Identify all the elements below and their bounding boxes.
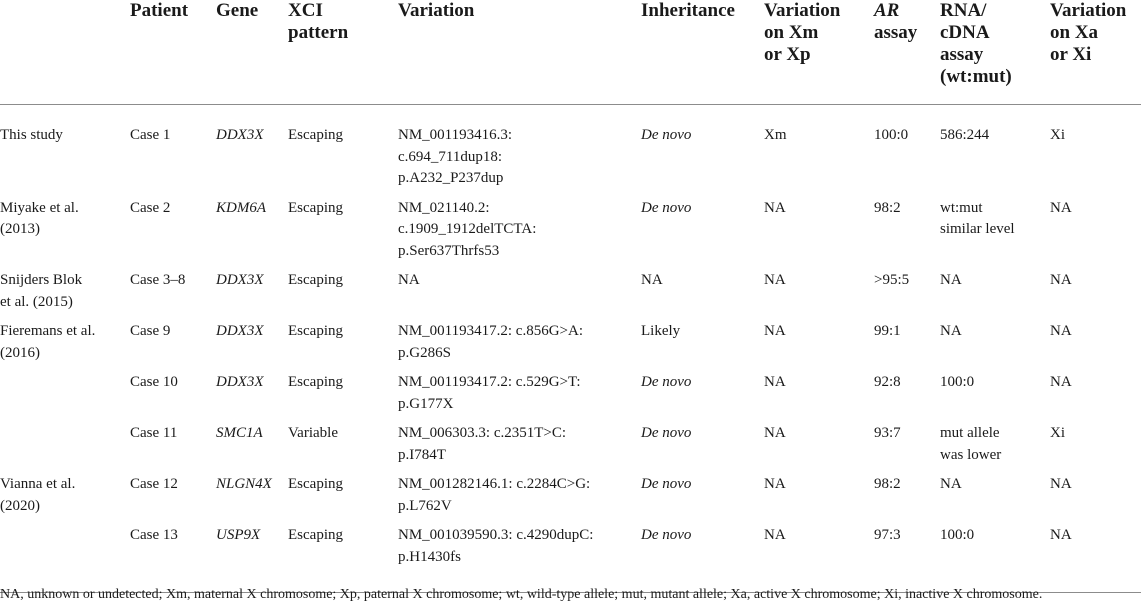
cell-study [0,423,130,474]
cell-rna-assay: NA [940,476,962,492]
cell-variation-xa-xi: Xi [1050,127,1065,143]
cell-rna-assay: 100:0 [940,525,1050,593]
cell-variation: NM_001193417.2: c.529G>T: p.G177X [398,374,581,412]
cell-variation-xm-xp: NA [764,425,786,441]
cell-gene: DDX3X [216,127,264,143]
cell-inheritance: De novo [641,476,692,492]
cell-study: Fieremans et al. (2016) [0,323,96,361]
header-xci-pattern: XCI pattern [288,0,398,105]
cell-rna-assay: mut allele was lower [940,425,1002,463]
cell-patient: Case 11 [130,425,178,441]
cell-study: This study [0,127,63,143]
header-rna-cdna-assay: RNA/ cDNA assay (wt:mut) [940,0,1050,105]
cell-patient: Case 10 [130,374,178,390]
cell-xci-pattern: Escaping [288,476,343,492]
cell-variation-xa-xi: NA [1050,525,1141,593]
cell-variation-xm-xp: NA [764,476,786,492]
header-study [0,0,130,105]
header-patient: Patient [130,0,216,105]
cell-xci-pattern: Escaping [288,323,343,339]
cell-study [0,372,130,423]
cell-rna-assay: wt:mut similar level [940,199,1015,237]
cell-ar-assay: 99:1 [874,323,901,339]
cell-patient: Case 3–8 [130,272,186,288]
cell-ar-assay: 98:2 [874,199,901,216]
cell-xci-pattern: Variable [288,425,338,441]
header-gene: Gene [216,0,288,105]
header-inheritance: Inheritance [641,0,764,105]
cell-gene: SMC1A [216,425,263,441]
table-row [0,372,1141,423]
cell-variation-xm-xp: Xm [764,127,787,143]
cell-patient: Case 12 [130,476,178,492]
cell-gene: USP9X [216,525,288,593]
cell-variation: NM_021140.2: c.1909_1912delTCTA: p.Ser637Thrfs53 [398,199,537,259]
cell-variation: NM_001039590.3: c.4290dupC: p.H1430fs [398,525,641,593]
cell-xci-pattern: Escaping [288,374,343,390]
cell-ar-assay: 93:7 [874,425,901,441]
cell-rna-assay: 586:244 [940,127,990,143]
header-variation: Variation [398,0,641,105]
cell-study: Snijders Blok et al. (2015) [0,272,83,310]
cell-inheritance: De novo [641,525,764,593]
cell-gene: DDX3X [216,374,264,390]
cell-patient: Case 2 [130,199,171,216]
cell-xci-pattern: Escaping [288,525,398,593]
cell-inheritance: Likely [641,323,681,339]
cell-variation: NA [398,272,420,288]
header-variation-xa-xi: Variation on Xa or Xi [1050,0,1141,105]
cell-variation-xm-xp: NA [764,199,786,216]
cell-variation-xa-xi: NA [1050,476,1072,492]
cell-ar-assay: >95:5 [874,272,910,288]
cell-variation-xm-xp: NA [764,272,786,288]
cell-patient: Case 13 [130,525,216,593]
cell-patient: Case 9 [130,323,171,339]
cell-variation: NM_006303.3: c.2351T>C: p.I784T [398,425,567,463]
table-row [0,321,1141,372]
cell-variation-xm-xp: NA [764,525,874,593]
cell-variation: NM_001282146.1: c.2284C>G: p.L762V [398,476,591,514]
cell-ar-assay: 97:3 [874,525,940,593]
table-row [0,423,1141,474]
cell-xci-pattern: Escaping [288,127,343,143]
table-row [0,270,1141,321]
cell-inheritance: De novo [641,374,692,390]
cell-patient: Case 1 [130,127,171,143]
cell-rna-assay: 100:0 [940,374,975,390]
cell-xci-pattern: Escaping [288,272,343,288]
table-body [0,105,1141,593]
cell-inheritance: De novo [641,199,692,216]
cell-gene: DDX3X [216,323,264,339]
cell-gene: KDM6A [216,199,266,216]
cell-study: Vianna et al. (2020) [0,476,76,514]
cell-study: Miyake et al. (2013) [0,199,79,237]
header-variation-xm-xp: Variation on Xm or Xp [764,0,874,105]
table-row [0,198,1141,271]
cell-variation-xm-xp: NA [764,374,786,390]
table-row [0,525,1141,593]
cell-rna-assay: NA [940,272,962,288]
cell-study [0,525,130,593]
cell-ar-assay: 100:0 [874,127,909,143]
cell-ar-assay: 98:2 [874,476,901,492]
cell-variation: NM_001193417.2: c.856G>A: p.G286S [398,323,583,361]
cell-variation-xa-xi: Xi [1050,425,1065,441]
header-ar-assay: AR assay [874,0,940,105]
cell-variation-xa-xi: NA [1050,323,1072,339]
table-row [0,474,1141,525]
cell-variation-xa-xi: NA [1050,199,1072,216]
cell-ar-assay: 92:8 [874,374,901,390]
cell-gene: DDX3X [216,272,264,288]
cell-variation-xa-xi: NA [1050,374,1072,390]
cell-rna-assay: NA [940,323,962,339]
cell-inheritance: NA [641,272,663,288]
cell-variation-xa-xi: NA [1050,272,1072,288]
table-row [0,105,1141,198]
cell-xci-pattern: Escaping [288,199,343,216]
cell-variation-xm-xp: NA [764,323,786,339]
cell-inheritance: De novo [641,425,692,441]
cell-inheritance: De novo [641,127,692,143]
cell-gene: NLGN4X [216,476,272,492]
table-header [0,0,1141,105]
table-footnote: NA, unknown or undetected; Xm, maternal X chromosome; Xp, paternal X chromosome; wt, wild-type allele; mut, mutant allele; Xa, active X chromosome; Xi, inactive X chromosome. [0,587,1043,602]
cell-variation: NM_001193416.3: c.694_711dup18: p.A232_P237dup [398,127,513,186]
